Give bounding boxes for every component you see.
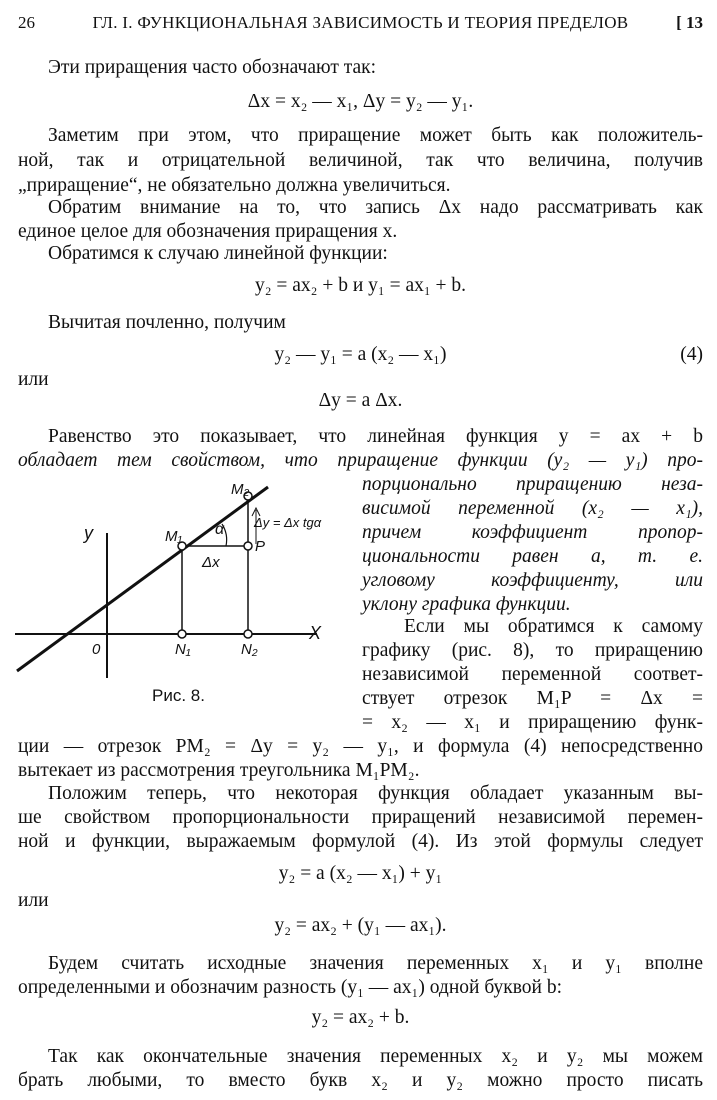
equation-numbered: [18, 342, 703, 367]
text-line: ции — отрезок PM₂ = Δy = y₂ — y₁, и формула (4) непосредственно: [18, 736, 703, 757]
equation: Δx = x₂ — x₁, Δy = y₂ — y₁.: [247, 91, 474, 112]
equation-number: (4): [680, 344, 703, 365]
point-n2: [244, 630, 252, 638]
p-label: P: [255, 538, 266, 555]
text-line: Будем считать исходные значения переменных x₁ и y₁ вполне: [48, 953, 703, 974]
text-line: висимой переменной (x₂ — x₁),: [362, 498, 703, 519]
equation: y₂ = ax₂ + b.: [311, 1007, 410, 1028]
alpha-label: α: [215, 521, 225, 538]
text-line: Заметим при этом, что приращение может быть как положитель-: [48, 125, 703, 146]
figure-8-graph: [12, 478, 352, 678]
text-line: или: [18, 369, 49, 390]
text-line: Положим теперь, что некоторая функция обладает указанным вы-: [48, 783, 703, 804]
page-number: 26: [18, 13, 35, 32]
text-line: Так как окончательные значения переменных x₂ и y₂ мы можем: [48, 1046, 703, 1067]
section-marker: [ 13: [676, 13, 703, 32]
equation: y₂ = ax₂ + (y₁ — ax₁).: [274, 915, 447, 936]
running-title: ГЛ. I. ФУНКЦИОНАЛЬНАЯ ЗАВИСИМОСТЬ И ТЕОРИЯ ПРЕДЕЛОВ: [92, 13, 629, 32]
page-header: [18, 10, 703, 36]
text-line: ной, так и отрицательной величиной, так что величина, получив: [18, 150, 703, 171]
x-axis-label: X: [309, 623, 322, 643]
text-line: ной и функции, выражаемым формулой (4). Из этой формулы следует: [18, 831, 703, 852]
text-line: вытекает из рассмотрения треугольника M₁PM₂.: [18, 760, 420, 781]
figure-8: [12, 478, 352, 685]
figure-caption: Рис. 8.: [152, 686, 205, 705]
origin-label: 0: [92, 641, 101, 658]
text-line: циональности равен a, т. е.: [362, 546, 703, 567]
text-line: обладает тем свойством, что приращение функции (y₂ — y₁) про-: [18, 450, 703, 471]
equation: y₂ = ax₂ + b и y₁ = ax₁ + b.: [254, 275, 467, 296]
n2-label: N₂: [241, 641, 258, 658]
text-line: Обратимся к случаю линейной функции:: [48, 243, 388, 264]
text-line: определенными и обозначим разность (y₁ — ax₁) одной буквой b:: [18, 977, 563, 998]
text-line: единое целое для обозначения приращения x.: [18, 221, 398, 242]
text-line: „приращение“, не обязательно должна увеличиться.: [18, 175, 451, 196]
text-line: Эти приращения часто обозначают так:: [48, 57, 377, 78]
dx-label: Δx: [202, 554, 220, 571]
text-line: Обратим внимание на то, что запись Δx надо рассматривать как: [48, 197, 703, 218]
point-n1: [178, 630, 186, 638]
equation: y₂ = a (x₂ — x₁) + y₁: [278, 863, 443, 884]
text-line: или: [18, 890, 49, 911]
equation: Δy = a Δx.: [318, 390, 403, 411]
dy-label: Δy = Δx tgα: [254, 515, 322, 530]
text-line: уклону графика функции.: [362, 594, 571, 615]
text-line: Если мы обратимся к самому: [404, 616, 703, 637]
m1-label: M₁: [165, 528, 183, 545]
text-line: графику (рис. 8), то приращению: [362, 640, 703, 661]
text-line: порционально приращению неза-: [362, 474, 703, 495]
equation: y₂ — y₁ = a (x₂ — x₁): [274, 344, 447, 365]
text-line: брать любыми, то вместо букв x₂ и y₂ можно просто писать: [18, 1070, 703, 1091]
point-p: [244, 542, 252, 550]
text-line: ше свойством пропорциональности приращений независимой перемен-: [18, 807, 703, 828]
y-axis-label: y: [84, 523, 93, 543]
n1-label: N₁: [175, 641, 191, 658]
m2-label: M₂: [231, 481, 250, 498]
text-line: ствует отрезок M₁P = Δx =: [362, 688, 703, 709]
text-line: угловому коэффициенту, или: [362, 570, 703, 591]
text-line: независимой переменной соответ-: [362, 664, 703, 685]
text-line: = x₂ — x₁ и приращению функ-: [362, 712, 703, 733]
function-line: [17, 487, 268, 671]
text-line: Вычитая почленно, получим: [48, 312, 286, 333]
text-line: Равенство это показывает, что линейная функция y = ax + b: [48, 426, 703, 447]
text-line: причем коэффициент пропор-: [362, 522, 703, 543]
